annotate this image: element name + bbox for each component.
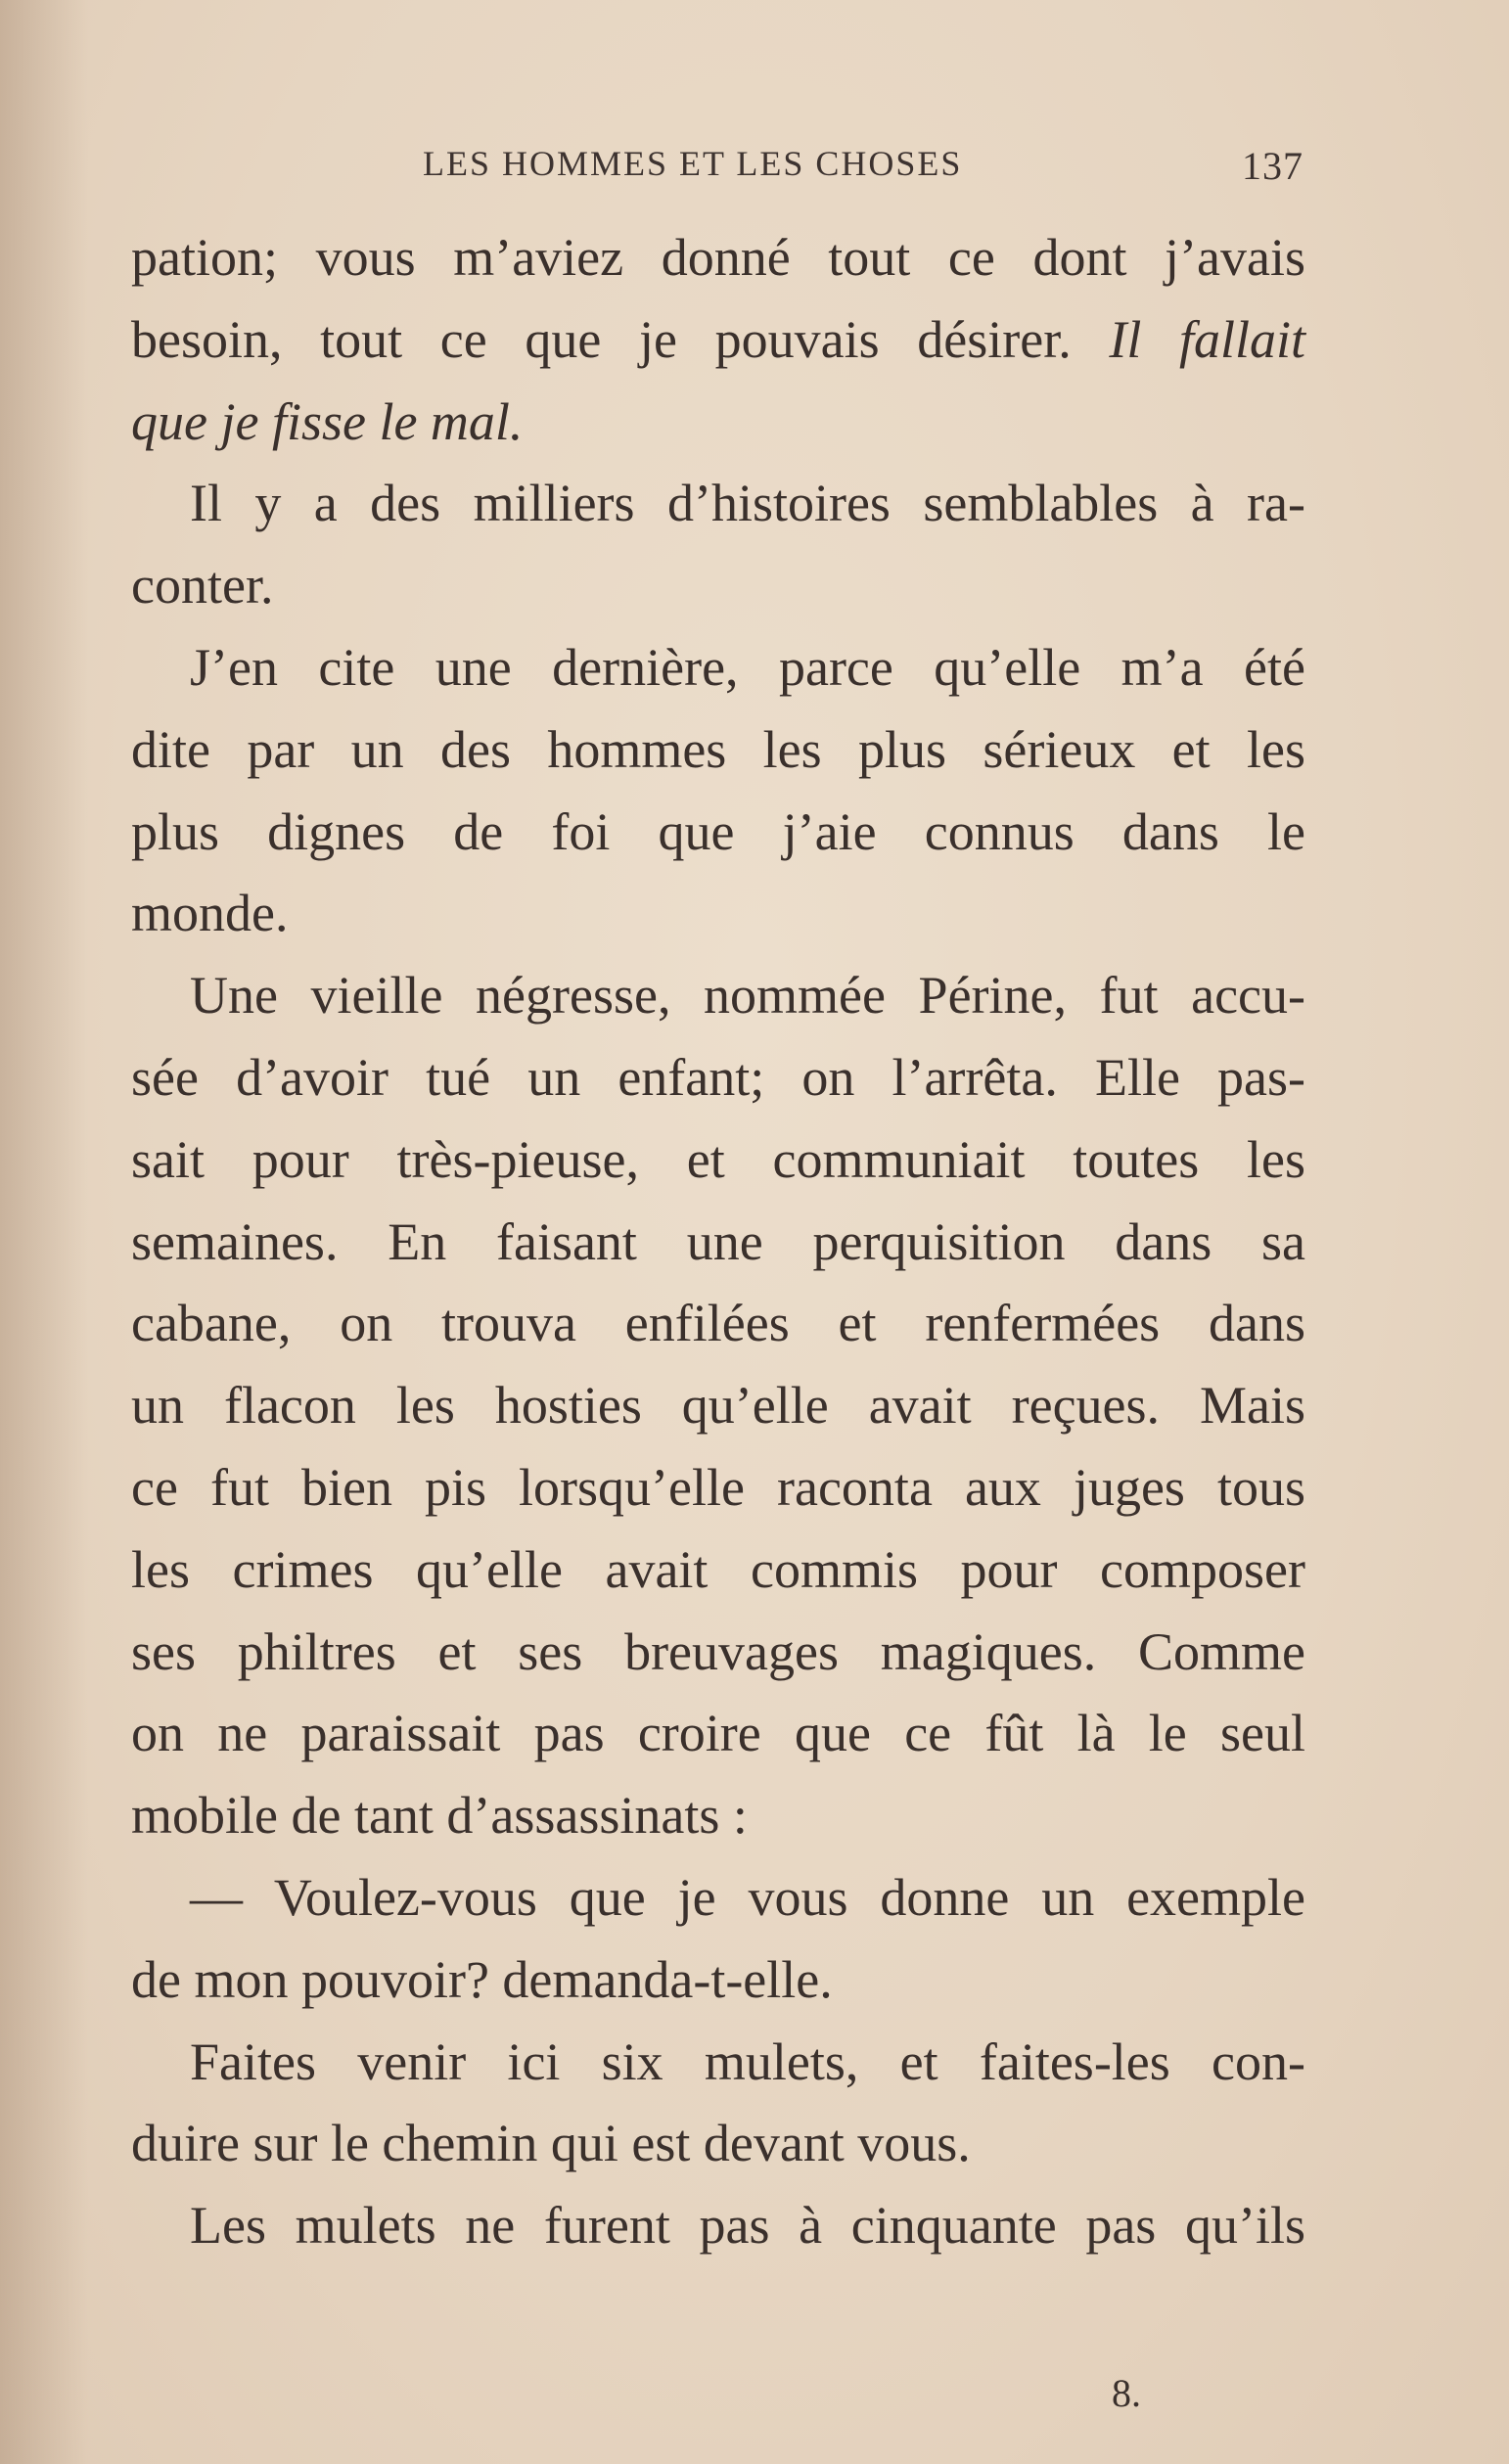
text-line: — Voulez-vous que je vous donne un exemple <box>190 1867 1305 1927</box>
running-head: LES HOMMES ET LES CHOSES <box>423 144 963 183</box>
text-line: ses philtres et ses breuvages magiques. Comme <box>131 1621 1305 1681</box>
binding-shadow <box>0 0 88 2464</box>
text-line: Faites venir ici six mulets, et faites-les con- <box>190 2031 1305 2091</box>
text-line: J’en cite une dernière, parce qu’elle m’a été <box>190 637 1305 697</box>
text-line: besoin, tout ce que je pouvais désirer. Il fallait <box>131 309 1305 369</box>
text-line: mobile de tant d’assassinats : <box>131 1786 748 1846</box>
text-line: que je fisse le mal. <box>131 391 524 451</box>
text-line: semaines. En faisant une perquisition dans sa <box>131 1211 1305 1271</box>
text-line: un flacon les hosties qu’elle avait reçues. Mais <box>131 1376 1305 1436</box>
text-line: Il y a des milliers d’histoires semblables à ra- <box>190 474 1305 533</box>
text-line: Les mulets ne furent pas à cinquante pas qu’ils <box>190 2196 1305 2256</box>
text-line: dite par un des hommes les plus sérieux et les <box>131 719 1305 779</box>
text-line: sait pour très-pieuse, et communiait toutes les <box>131 1129 1305 1189</box>
signature-mark: 8. <box>1112 2371 1141 2415</box>
text-line: ce fut bien pis lorsqu’elle raconta aux juges tous <box>131 1457 1305 1517</box>
text-line: monde. <box>131 884 289 943</box>
text-line: Une vieille négresse, nommée Périne, fut accu- <box>190 966 1305 1026</box>
body-text <box>131 217 1305 2267</box>
text-line: pation; vous m’aviez donné tout ce dont j’avais <box>131 228 1305 287</box>
page-header <box>423 143 1303 190</box>
page-number: 137 <box>1242 144 1303 188</box>
text-line: on ne paraissait pas croire que ce fût là le seul <box>131 1704 1305 1763</box>
text-line: les crimes qu’elle avait commis pour composer <box>131 1539 1305 1599</box>
text-line: cabane, on trouva enfilées et renfermées dans <box>131 1294 1305 1353</box>
text-line: sée d’avoir tué un enfant; on l’arrêta. Elle pas- <box>131 1047 1305 1107</box>
text-line: plus dignes de foi que j’aie connus dans le <box>131 801 1305 861</box>
text-line: conter. <box>131 556 274 616</box>
text-line: duire sur le chemin qui est devant vous. <box>131 2114 971 2173</box>
text-line: de mon pouvoir? demanda-t-elle. <box>131 1949 833 2009</box>
